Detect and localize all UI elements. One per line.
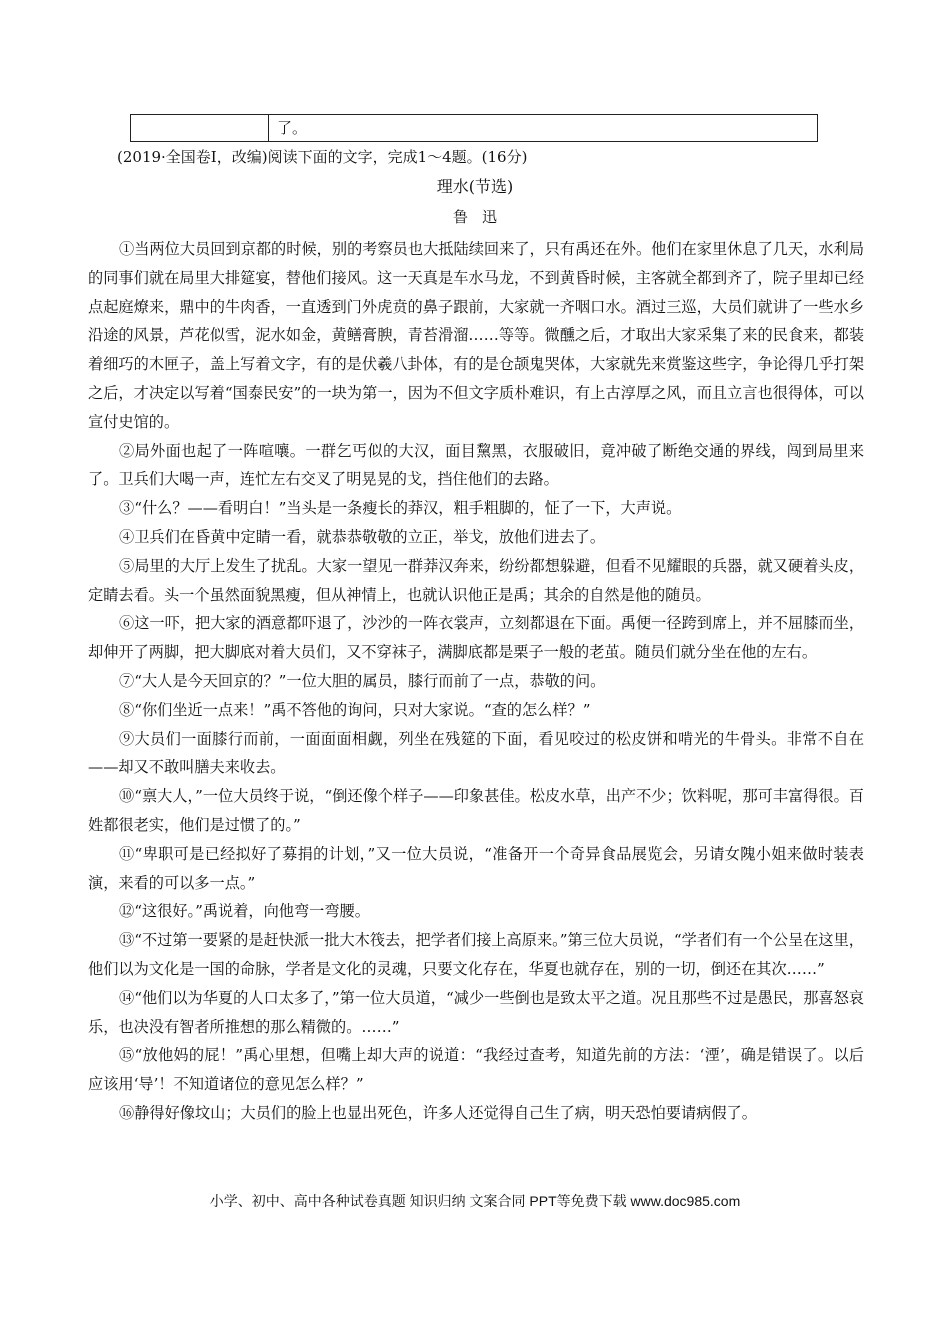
article-title: 理水(节选) [436, 177, 514, 196]
paragraph-9: ⑨大员们一面膝行而前，一面面面相觑，列坐在残筵的下面，看见咬过的松皮饼和啃光的牛骨头。非常不自在——却又不敢叫膳夫来收去。 [88, 729, 864, 777]
paragraph-14: ⑭“他们以为华夏的人口太多了，”第一位大员道，“减少一些倒也是致太平之道。况且那些不过是愚民，那喜怒哀乐，也决没有智者所推想的那么精微的。……” [88, 988, 864, 1036]
answer-table [130, 114, 818, 142]
table-cell-right: 了。 [277, 119, 308, 137]
paragraph-13: ⑬“不过第一要紧的是赶快派一批大木筏去，把学者们接上高原来。”第三位大员说，“学者们有一个公呈在这里，他们以为文化是一国的命脉，学者是文化的灵魂，只要文化存在，华夏也就存在，别的一切，倒还在其次……” [88, 931, 864, 978]
paragraph-16: ⑯静得好像坟山；大员们的脸上也显出死色，许多人还觉得自己生了病，明天恐怕要请病假了。 [119, 1103, 757, 1122]
article-author: 鲁迅 [452, 208, 511, 226]
footer-banner: 小学、初中、高中各种试卷真题 知识归纳 文案合同 PPT等免费下载 www.doc985.com [209, 1193, 741, 1209]
article-body [88, 235, 864, 1128]
paragraph-5: ⑤局里的大厅上发生了扰乱。大家一望见一群莽汉奔来，纷纷都想躲避，但看不见耀眼的兵器，就又硬着头皮，定睛去看。头一个虽然面貌黑瘦，但从神情上，也就认识他正是禹；其余的自然是他的随员。 [88, 556, 864, 604]
paragraph-12: ⑫“这很好。”禹说着，向他弯一弯腰。 [119, 902, 370, 921]
paragraph-1: ①当两位大员回到京都的时候，别的考察员也大抵陆续回来了，只有禹还在外。他们在家里休息了几天，水利局的同事们就在局里大排筵宴，替他们接风。这一天真是车水马龙，不到黄昏时候，主客就全都到齐了，院子里却已经点起庭燎来，鼎中的牛肉香，一直透到门外虎贲的鼻子跟前，大家就一齐咽口水。酒过三巡，大员们就讲了一些水乡沿途的风景，芦花似雪，泥水如金，黄鳝膏腴，青苔滑溜……等等。微醺之后，才取出大家采集了来的民食来，都装着细巧的木匣子，盖上写着文字，有的是伏羲八卦体，有的是仓颉鬼哭体，大家就先来赏鉴这些字，争论得几乎打架之后，才决定以写着“国泰民安”的一块为第一，因为不但文字质朴难识，有上古淳厚之风，而且立言也很得体，可以宣付史馆的。 [88, 240, 864, 431]
question-source: (2019·全国卷Ⅰ，改编)阅读下面的文字，完成1～4题。(16分) [117, 148, 528, 166]
paragraph-8: ⑧“你们坐近一点来！”禹不答他的询问，只对大家说。“查的怎么样？” [119, 700, 591, 719]
paragraph-2: ②局外面也起了一阵喧嚷。一群乞丐似的大汉，面目黧黑，衣服破旧，竟冲破了断绝交通的界线，闯到局里来了。卫兵们大喝一声，连忙左右交叉了明晃晃的戈，挡住他们的去路。 [88, 441, 864, 489]
paragraph-7: ⑦“大人是今天回京的？”一位大胆的属员，膝行而前了一点，恭敬的问。 [119, 671, 606, 690]
paragraph-6: ⑥这一吓，把大家的酒意都吓退了，沙沙的一阵衣裳声，立刻都退在下面。禹便一径跨到席上，并不屈膝而坐，却伸开了两脚，把大脚底对着大员们，又不穿袜子，满脚底都是栗子一般的老茧。随员们就分坐在他的左右。 [88, 614, 864, 662]
paragraph-11: ⑪“卑职可是已经拟好了募捐的计划，”又一位大员说，“准备开一个奇异食品展览会，另请女隗小姐来做时装表演，来看的可以多一点。” [88, 844, 864, 892]
paragraph-4: ④卫兵们在昏黄中定睛一看，就恭恭敬敬的立正，举戈，放他们进去了。 [119, 527, 605, 546]
paragraph-10: ⑩“禀大人，”一位大员终于说，“倒还像个样子——印象甚佳。松皮水草，出产不少；饮料呢，那可丰富得很。百姓都很老实，他们是过惯了的。” [88, 787, 864, 834]
paragraph-15: ⑮“放他妈的屁！”禹心里想，但嘴上却大声的说道：“我经过查考，知道先前的方法：‘湮’，确是错误了。以后应该用‘导’！不知道诸位的意见怎么样？” [88, 1046, 864, 1094]
paragraph-3: ③“什么？——看明白！”当头是一条瘦长的莽汉，粗手粗脚的，怔了一下，大声说。 [119, 499, 682, 518]
table-cell-left [131, 115, 269, 141]
